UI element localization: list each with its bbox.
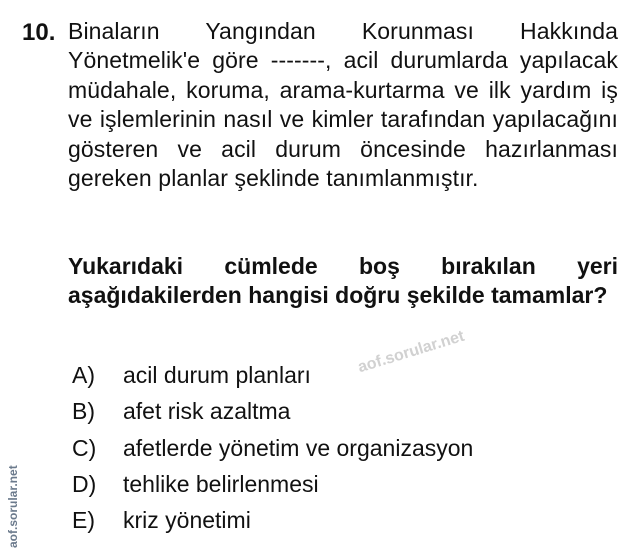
option-letter: E): [72, 507, 95, 534]
question-number: 10.: [22, 19, 56, 46]
option-letter: C): [72, 434, 97, 461]
option-b[interactable]: [72, 396, 592, 432]
option-d[interactable]: [72, 469, 592, 505]
question-stem: Binaların Yangından Korunması Hakkında Yönetmelik'e göre -------, acil durumlarda yapılacak müdahale, koruma, arama-kurtarma ve ilk yardım iş ve işlemlerinin nasıl ve kimler tarafından yapılacağını gösteren ve acil durum öncesinde hazırlanması gereken planlar şeklinde tanımlanmıştır.: [68, 18, 618, 192]
option-letter: B): [72, 398, 95, 425]
option-text: afetlerde yönetim ve organizasyon: [123, 434, 474, 461]
option-text: acil durum planları: [123, 362, 311, 388]
option-letter: A): [72, 362, 95, 388]
watermark-side: aof.sorular.net: [6, 465, 20, 548]
option-a[interactable]: [72, 360, 592, 396]
option-c[interactable]: [72, 433, 592, 469]
option-text: afet risk azaltma: [123, 398, 291, 425]
option-letter: D): [72, 470, 97, 497]
answer-options: [72, 360, 592, 541]
question-block: [22, 16, 620, 536]
option-e[interactable]: [72, 505, 592, 541]
watermark-center: aof.sorular.net: [356, 327, 467, 377]
question-prompt: Yukarıdaki cümlede boş bırakılan yeri aşağıdakilerden hangisi doğru şekilde tamamlar?: [68, 253, 618, 309]
option-text: kriz yönetimi: [123, 507, 251, 534]
option-text: tehlike belirlenmesi: [123, 470, 319, 497]
